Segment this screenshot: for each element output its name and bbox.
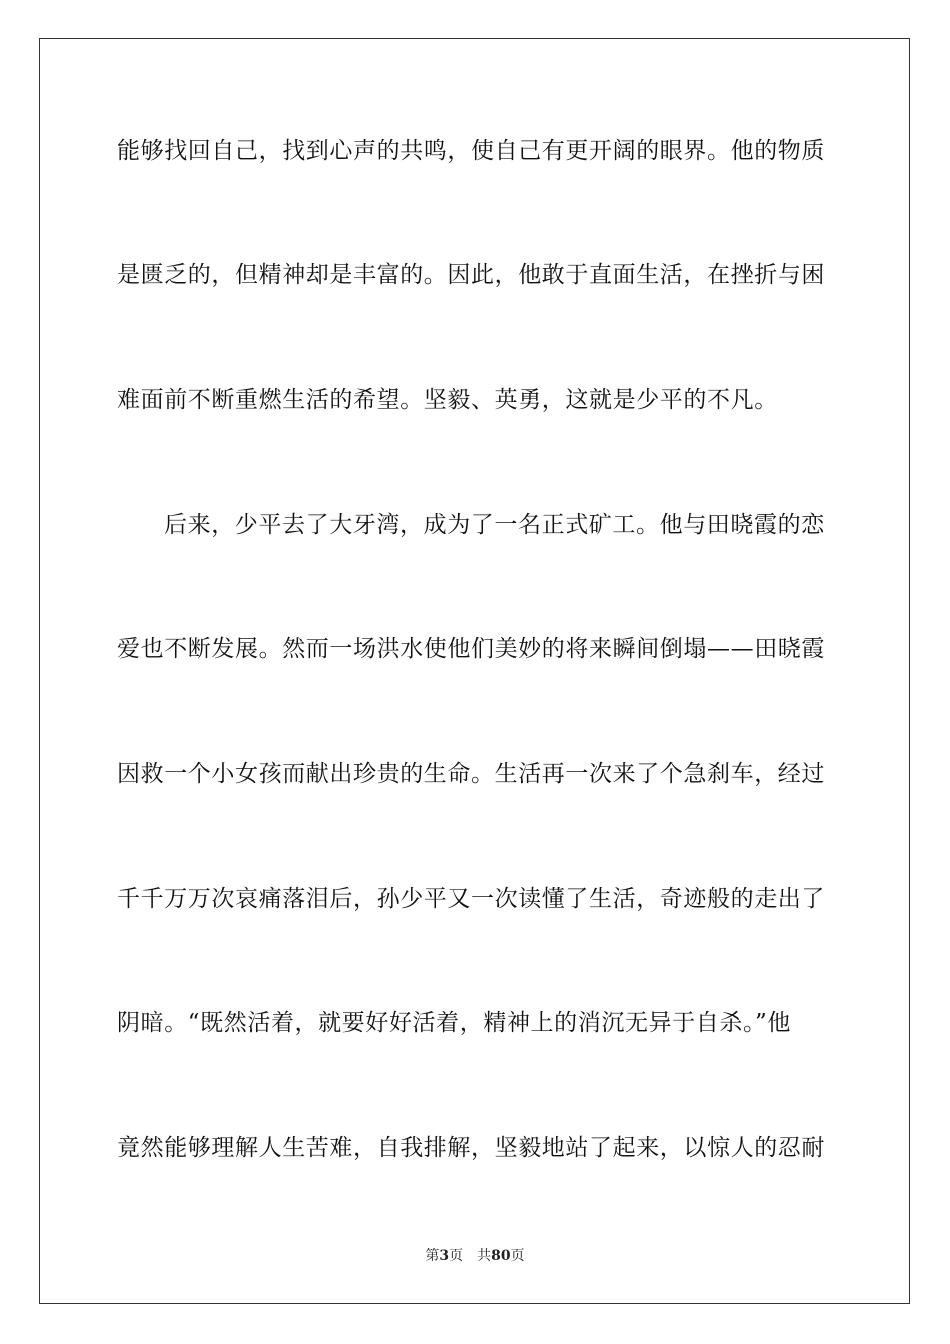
total-suffix: 页 <box>510 1248 525 1264</box>
body-text-line-3: 难面前不断重燃生活的希望。坚毅、英勇，这就是少平的不凡。 <box>117 387 778 413</box>
page-footer <box>0 1247 950 1265</box>
body-text-line-9: 竟然能够理解人生苦难，自我排解，坚毅地站了起来，以惊人的忍耐 <box>117 1135 825 1161</box>
page-suffix: 页 <box>449 1248 464 1264</box>
body-text-line-6: 因救一个小女孩而献出珍贵的生命。生活再一次来了个急刹车，经过 <box>117 761 825 787</box>
body-text-line-1: 能够找回自己，找到心声的共鸣，使自己有更开阔的眼界。他的物质 <box>117 138 825 164</box>
total-prefix: 共 <box>477 1248 492 1264</box>
body-text-line-5: 爱也不断发展。然而一场洪水使他们美妙的将来瞬间倒塌——田晓霞 <box>117 636 825 662</box>
page-border <box>39 38 910 1304</box>
body-text-line-4: 后来，少平去了大牙湾，成为了一名正式矿工。他与田晓霞的恋 <box>164 512 825 538</box>
body-text-line-7: 千千万万次哀痛落泪后，孙少平又一次读懂了生活，奇迹般的走出了 <box>117 886 825 912</box>
total-page-count: 80 <box>491 1248 511 1264</box>
body-text-line-2: 是匮乏的，但精神却是丰富的。因此，他敢于直面生活，在挫折与困 <box>117 262 825 288</box>
body-text-line-8: 阴暗。“既然活着，就要好好活着，精神上的消沉无异于自杀。”他 <box>117 1010 792 1036</box>
page-prefix: 第 <box>425 1248 440 1264</box>
current-page-number: 3 <box>439 1248 450 1264</box>
